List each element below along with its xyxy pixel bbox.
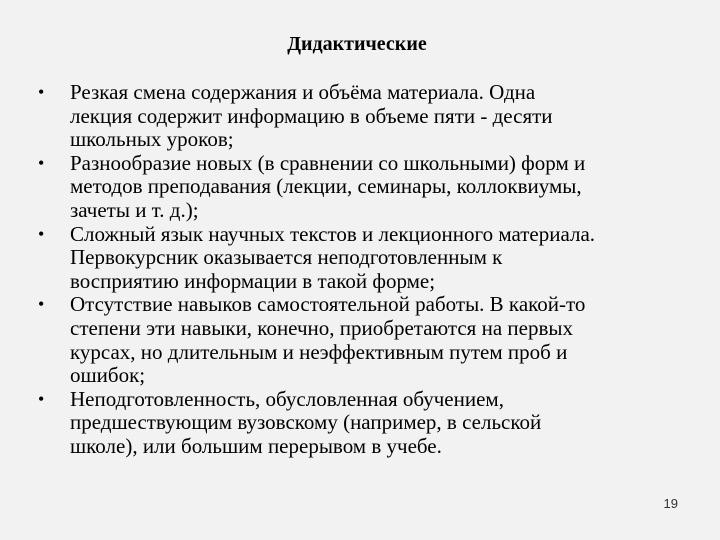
list-item-line: ошибок;	[70, 363, 146, 388]
list-item-line: Первокурсник оказывается неподготовленным к	[70, 245, 503, 270]
list-item-line: Разнообразие новых (в сравнении со школьными) форм и	[70, 150, 586, 175]
list-item-line: Отсутствие навыков самостоятельной работы. В какой-то	[70, 292, 586, 317]
list-item-line: курсах, но длительным и неэффективным путем проб и	[70, 339, 568, 364]
slide-title-text: Дидактические	[287, 33, 427, 55]
list-item-line: методов преподавания (лекции, семинары, коллоквиумы,	[70, 174, 582, 199]
list-item	[36, 388, 696, 459]
list-item-line: зачеты и т. д.);	[70, 197, 199, 222]
bullet-icon: •	[38, 294, 45, 315]
list-item	[36, 81, 696, 152]
list-item	[36, 293, 696, 387]
bullet-icon: •	[38, 388, 45, 409]
list-item-line: восприятию информации в такой форме;	[70, 268, 436, 293]
list-item-line: Неподготовленность, обусловленная обучением,	[70, 386, 504, 411]
page-number: 19	[663, 496, 678, 511]
bullet-icon: •	[38, 152, 45, 173]
list-item-line: лекция содержит информацию в объеме пяти - десяти	[70, 103, 553, 128]
list-item-line: предшествующим вузовскому (например, в сельской	[70, 410, 542, 435]
bullet-list	[36, 81, 696, 459]
list-item	[36, 223, 696, 294]
list-item-line: Сложный язык научных текстов и лекционного материала.	[70, 221, 596, 246]
list-item-line: школе), или большим перерывом в учебе.	[70, 433, 442, 458]
list-item-line: степени эти навыки, конечно, приобретаются на первых	[70, 315, 573, 340]
list-item	[36, 152, 696, 223]
slide-title	[0, 31, 720, 57]
bullet-icon: •	[38, 223, 45, 244]
bullet-icon: •	[38, 82, 45, 102]
list-item-line: школьных уроков;	[70, 127, 234, 152]
list-item-line: Резкая смена содержания и объёма материала. Одна	[70, 80, 536, 104]
